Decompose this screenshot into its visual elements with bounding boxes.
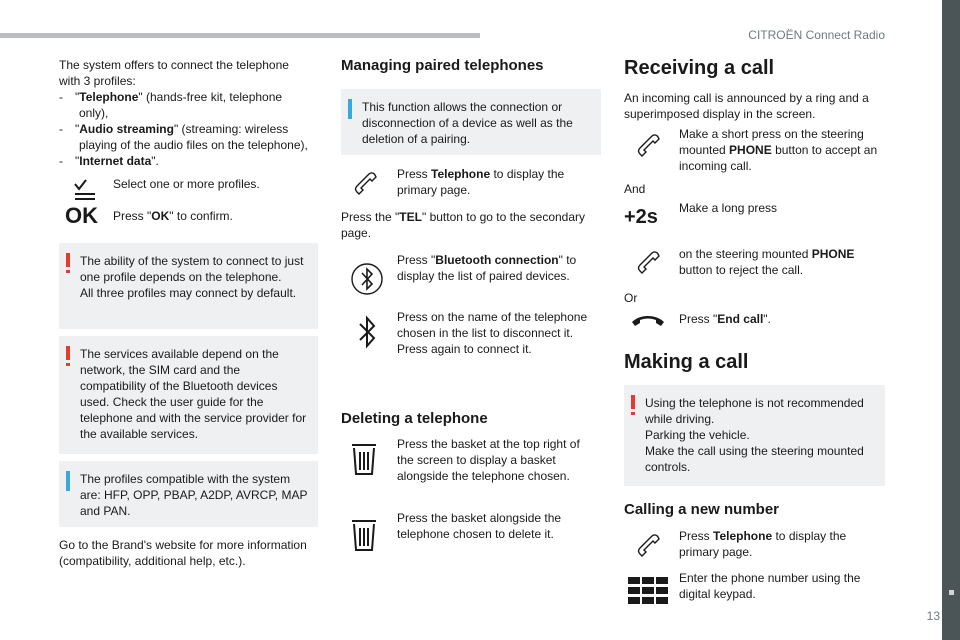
end-call-icon — [628, 306, 668, 334]
info-note — [341, 89, 601, 155]
heading-receiving: Receiving a call — [624, 57, 775, 79]
intro-text — [59, 57, 309, 89]
text: Press " — [113, 209, 152, 223]
text: button to reject the call. — [679, 263, 804, 277]
step-basket-2: Press the basket alongside the telephone chosen to delete it. — [397, 511, 562, 541]
text: " to display the list of paired devices. — [397, 253, 577, 283]
warning-icon — [66, 346, 70, 360]
phone-label: PHONE — [729, 143, 772, 157]
end-call-label: End call — [717, 312, 764, 326]
phone-handset-icon — [626, 245, 670, 279]
keypad-icon — [626, 574, 670, 608]
warning-icon — [66, 253, 70, 267]
phone-handset-icon — [626, 128, 670, 162]
warning-note-2 — [59, 336, 318, 454]
trash-basket-icon — [349, 516, 379, 554]
step-reject — [679, 246, 879, 278]
telephone-label: Telephone — [431, 167, 491, 181]
phone-handset-icon — [626, 528, 670, 562]
list-bullet: - — [59, 90, 63, 104]
telephone-label: Telephone — [713, 529, 773, 543]
text: to display the primary page. — [679, 529, 847, 559]
long-press-2s-icon: +2s — [624, 206, 658, 228]
profile-name: Audio streaming — [79, 122, 174, 136]
page-number: 13 — [926, 609, 940, 623]
list-item: - "Internet data". — [59, 154, 159, 168]
heading-making-call: Making a call — [624, 351, 749, 373]
phone-label: PHONE — [811, 247, 855, 261]
text: to display the primary page. — [397, 167, 565, 197]
info-note — [59, 461, 318, 527]
bluetooth-icon — [345, 312, 389, 352]
heading-managing-paired: Managing paired telephones — [341, 57, 544, 74]
tel-instruction — [341, 209, 599, 241]
warning-note — [624, 385, 885, 486]
step-telephone-name: Press on the name of the telephone chosen in the list to disconnect it. Press again to connect it. — [397, 310, 588, 356]
text: Press " — [397, 253, 436, 267]
warning-text: The ability of the system to connect to just one profile depends on the telephone. All three profiles may connect by default. — [80, 254, 304, 300]
text: Press the " — [341, 210, 400, 224]
trash-basket-icon — [349, 440, 379, 478]
bluetooth-label: Bluetooth connection — [435, 253, 559, 267]
step-select-profiles: Select one or more profiles. — [113, 177, 260, 191]
header-rule — [0, 33, 480, 38]
outro-text: Go to the Brand's website for more information (compatibility, additional help, etc.). — [59, 538, 307, 568]
or-label: Or — [624, 291, 638, 305]
header-title: CITROËN Connect Radio — [748, 28, 885, 42]
heading-deleting: Deleting a telephone — [341, 410, 488, 427]
list-bullet: - — [59, 122, 63, 136]
and-label: And — [624, 182, 646, 196]
text: Press — [397, 167, 432, 181]
checklist-icon — [61, 172, 105, 206]
text: Press — [679, 529, 714, 543]
list-item: - "Audio streaming" (streaming: wireless playing of the audio files on the telephone), — [59, 122, 308, 152]
tel-label: TEL — [399, 210, 422, 224]
text: " to confirm. — [169, 209, 233, 223]
info-icon — [348, 99, 352, 119]
bluetooth-connection-icon — [345, 257, 389, 301]
profile-desc: . — [155, 154, 159, 168]
page-sidebar — [942, 0, 960, 640]
profile-name: Internet data — [79, 154, 152, 168]
ok-icon: OK — [65, 203, 98, 228]
intro-line-1: The system offers to connect the telephone — [59, 58, 289, 72]
step-ok — [113, 208, 313, 224]
text: button to accept an incoming call. — [679, 143, 878, 173]
profiles-list — [59, 89, 311, 169]
step-keypad: Enter the phone number using the digital keypad. — [679, 571, 861, 601]
warning-text: The services available depend on the network, the SIM card and the compatibility of the Bluetooth devices used. Check the user guide for the telephone and with the service provider for the available services. — [80, 347, 307, 441]
profile-desc: (hands-free kit, telephone only), — [79, 90, 283, 120]
text: Make a short press on the steering mounted — [679, 127, 864, 157]
step-telephone — [679, 528, 879, 560]
info-text: The profiles compatible with the system are: HFP, OPP, PBAP, A2DP, AVRCP, MAP and PAN. — [80, 472, 308, 518]
step-end-call — [679, 311, 879, 327]
text: Press " — [679, 312, 718, 326]
info-icon — [66, 471, 70, 491]
ok-label: OK — [151, 209, 170, 223]
step-basket-1: Press the basket at the top right of the screen to display a basket alongside the telephone chosen. — [397, 437, 580, 483]
profile-desc: (streaming: wireless playing of the audio files on the telephone), — [79, 122, 308, 152]
list-item: - "Telephone" (hands-free kit, telephone only), — [59, 90, 283, 120]
text: ". — [763, 312, 771, 326]
receive-intro: An incoming call is announced by a ring and a superimposed display in the screen. — [624, 91, 869, 121]
step-telephone — [397, 166, 597, 198]
heading-calling-new: Calling a new number — [624, 501, 780, 518]
warning-icon — [631, 395, 635, 409]
warning-note-1 — [59, 243, 318, 329]
list-bullet: - — [59, 154, 63, 168]
info-text: This function allows the connection or disconnection of a device as well as the deletion of a pairing. — [362, 100, 573, 146]
text: " button to go to the secondary page. — [341, 210, 586, 240]
intro-line-2: with 3 profiles: — [59, 74, 136, 88]
step-long-press: Make a long press — [679, 201, 778, 215]
profile-name: Telephone — [79, 90, 139, 104]
step-short-press — [679, 126, 879, 174]
step-bluetooth — [397, 252, 597, 284]
sidebar-marker — [949, 590, 954, 595]
warning-text: Using the telephone is not recommended while driving. Parking the vehicle. Make the call using the steering mounted controls. — [645, 396, 864, 474]
text: on the steering mounted — [679, 247, 812, 261]
phone-handset-icon — [343, 166, 387, 200]
